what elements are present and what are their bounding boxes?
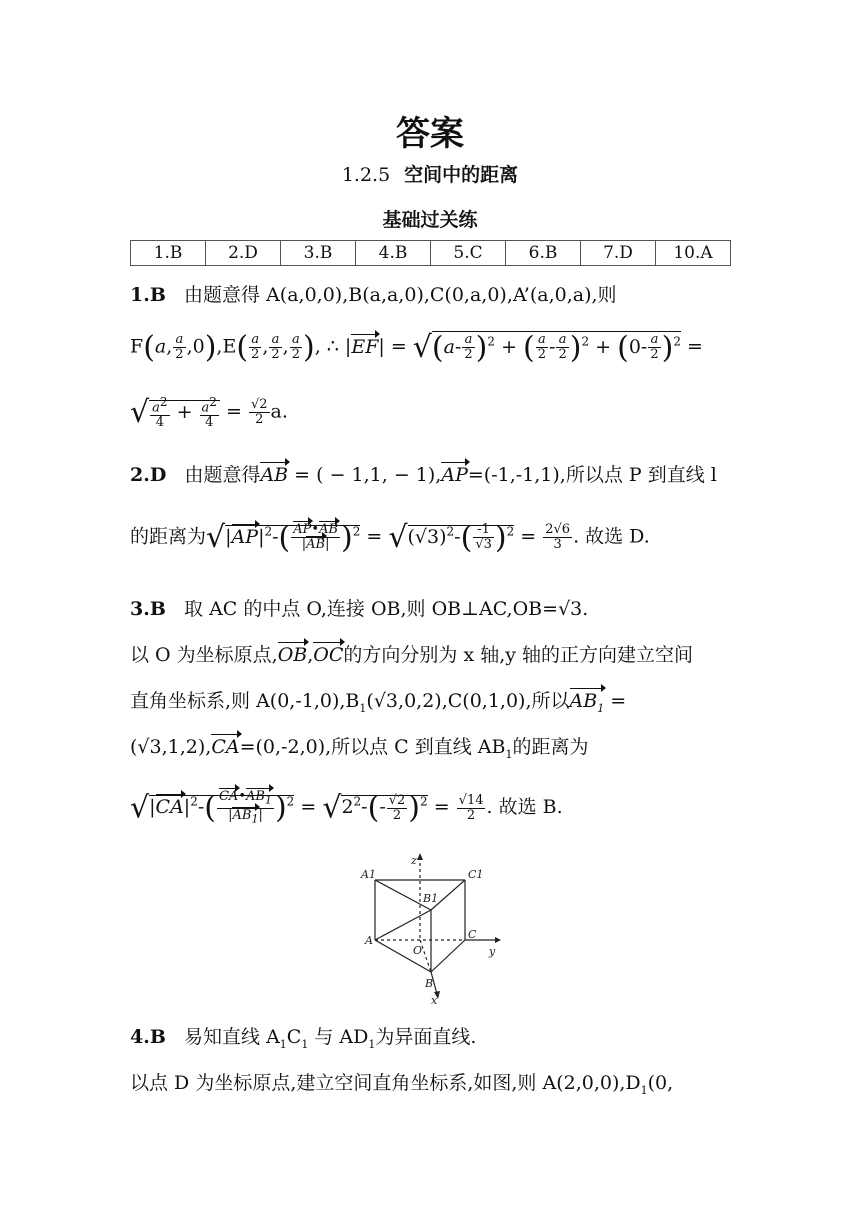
q1-intro: 由题意得 A(a,0,0),B(a,a,0),C(0,a,0),A’(a,0,a),则	[184, 284, 617, 306]
y-axis-arrow	[495, 937, 501, 943]
q2-end: . 故选 D.	[573, 525, 650, 548]
answer-cell: 5.C	[431, 241, 506, 266]
q2-line1: 2.D 由题意得AB = ( − 1,1, − 1),AP=(-1,-1,1),所以点 P 到直线 l	[130, 464, 717, 486]
section-heading: 基础过关练	[382, 209, 478, 231]
q3-line2: 以 O 为坐标原点,OB,OC的方向分别为 x 轴,y 轴的正方向建立空间	[130, 644, 694, 666]
q4-mid2: 与 AD	[308, 1026, 369, 1048]
edge-cb	[431, 940, 465, 972]
answer-cell: 7.D	[581, 241, 656, 266]
q2-line2: 的距离为$√|AP|^2-$( $\frac{AP•AB}{|AB|}$ )$^2 = √(√3)^2-$( $\frac{-1}{√3}$ )$^2$ = $\frac{2√6}{3}$ . 故选 D.	[130, 520, 650, 555]
q3-intro: 取 AC 的中点 O,连接 OB,则 OB⊥AC,OB=	[184, 598, 559, 620]
label-a1: A1	[361, 868, 376, 881]
q4-end: 为异面直线.	[375, 1026, 477, 1048]
q3-end: . 故选 B.	[486, 796, 563, 819]
q1-label: 1.B	[130, 284, 166, 306]
q3-line3-end: ,0,2),C(0,1,0),所以	[398, 690, 570, 712]
label-b1: B1	[423, 892, 439, 905]
q3-formula: $√|CA|^2-$( $\frac{CA•AB_1}{|AB_1|}$ )$^2 = √2^2-(-$ $\frac{√2}{2}$ )$^2$ = $\frac{√14}{2}$ . 故选 B.	[130, 789, 563, 826]
q4-line2-text: 以点 D 为坐标原点,建立空间直角坐标系,如图,则 A(2,0,0),D	[130, 1072, 641, 1094]
q3-line3: 直角坐标系,则 $A(0,-1,0),B_1(√3,0,2),C(0,1,0)$,所以$AB_1$ =	[130, 690, 627, 715]
q3-line4: (√3,1,2),CA=(0,-2,0),所以点 C 到直线 $AB_1$的距离为	[130, 736, 589, 761]
answer-cell: 2.D	[206, 241, 281, 266]
q1-line1	[130, 280, 617, 307]
answer-cell: 10.A	[656, 241, 731, 266]
chapter-number: 1.2.5	[341, 164, 391, 186]
q3-paren: (	[366, 690, 374, 712]
q1-formula1: F(a, $\frac{a}{2}$ ,0),E( $\frac{a}{2}$ , $\frac{a}{2}$ , $\frac{a}{2}$ ), ∴ |EF| = √(a- $\frac{a}{2}$ )$^2$ + ( $\frac{a}{2}$ - $\frac{a}{2}$ )$^2$ + (0- $\frac{a}{2}$ )$^2$ =	[130, 330, 703, 365]
q2-mid: =(-1,-1,1),所以点 P 到直线 l	[467, 464, 717, 486]
q1-formula2: √ $\frac{a^2}{4}$ + $\frac{a^2}{4}$ = $\frac{√2}{2}$ a.	[130, 395, 288, 431]
q2-label: 2.D	[130, 464, 167, 486]
edge-ab	[375, 940, 431, 972]
q4-label: 4.B	[130, 1026, 166, 1048]
q2-intro: 由题意得	[184, 464, 261, 486]
q2-line2-start: 的距离为	[130, 525, 207, 548]
q3-line4-end: =(0,-2,0),所以点 C 到直线 AB	[239, 736, 506, 758]
edge-ab1	[375, 910, 431, 940]
q3-line3-text: 直角坐标系,则 A(0,-1,0),B	[130, 690, 360, 712]
prism-figure	[355, 852, 515, 1007]
answer-cell: 3.B	[281, 241, 356, 266]
label-z: z	[411, 854, 417, 867]
answer-cell: 4.B	[356, 241, 431, 266]
q4-intro: 易知直线 A	[184, 1026, 280, 1048]
page-title: 答案	[396, 114, 464, 154]
q4-mid: C	[286, 1026, 302, 1048]
label-b: B	[425, 977, 434, 990]
label-a: A	[365, 934, 373, 947]
chapter-heading	[0, 160, 860, 187]
q3-line2-end: 的方向分别为 x 轴,y 轴的正方向建立空间	[343, 644, 694, 666]
answer-table	[130, 240, 731, 266]
q3-label: 3.B	[130, 598, 166, 620]
q4-line2: 以点 D 为坐标原点,建立空间直角坐标系,如图,则 $A(2,0,0),D_1(0$,	[130, 1072, 674, 1097]
label-o: O	[413, 944, 423, 957]
q4-line1: 4.B 易知直线 $A_1C_1$ 与 $AD_1$为异面直线.	[130, 1026, 477, 1051]
q3-line4-tail: 的距离为	[512, 736, 589, 758]
label-c: C	[468, 928, 477, 941]
q3-line1: 3.B 取 AC 的中点 O,连接 OB,则 OB⊥AC,OB=√3.	[130, 598, 589, 620]
answer-cell: 1.B	[131, 241, 206, 266]
label-x: x	[431, 994, 438, 1007]
q3-line2-text: 以 O 为坐标原点,	[130, 644, 278, 666]
label-c1: C1	[468, 868, 484, 881]
label-y: y	[489, 945, 496, 958]
z-axis-arrow	[417, 853, 423, 860]
q4-line2-end: (0,	[647, 1072, 674, 1094]
chapter-name: 空间中的距离	[404, 164, 519, 186]
answer-cell: 6.B	[506, 241, 581, 266]
